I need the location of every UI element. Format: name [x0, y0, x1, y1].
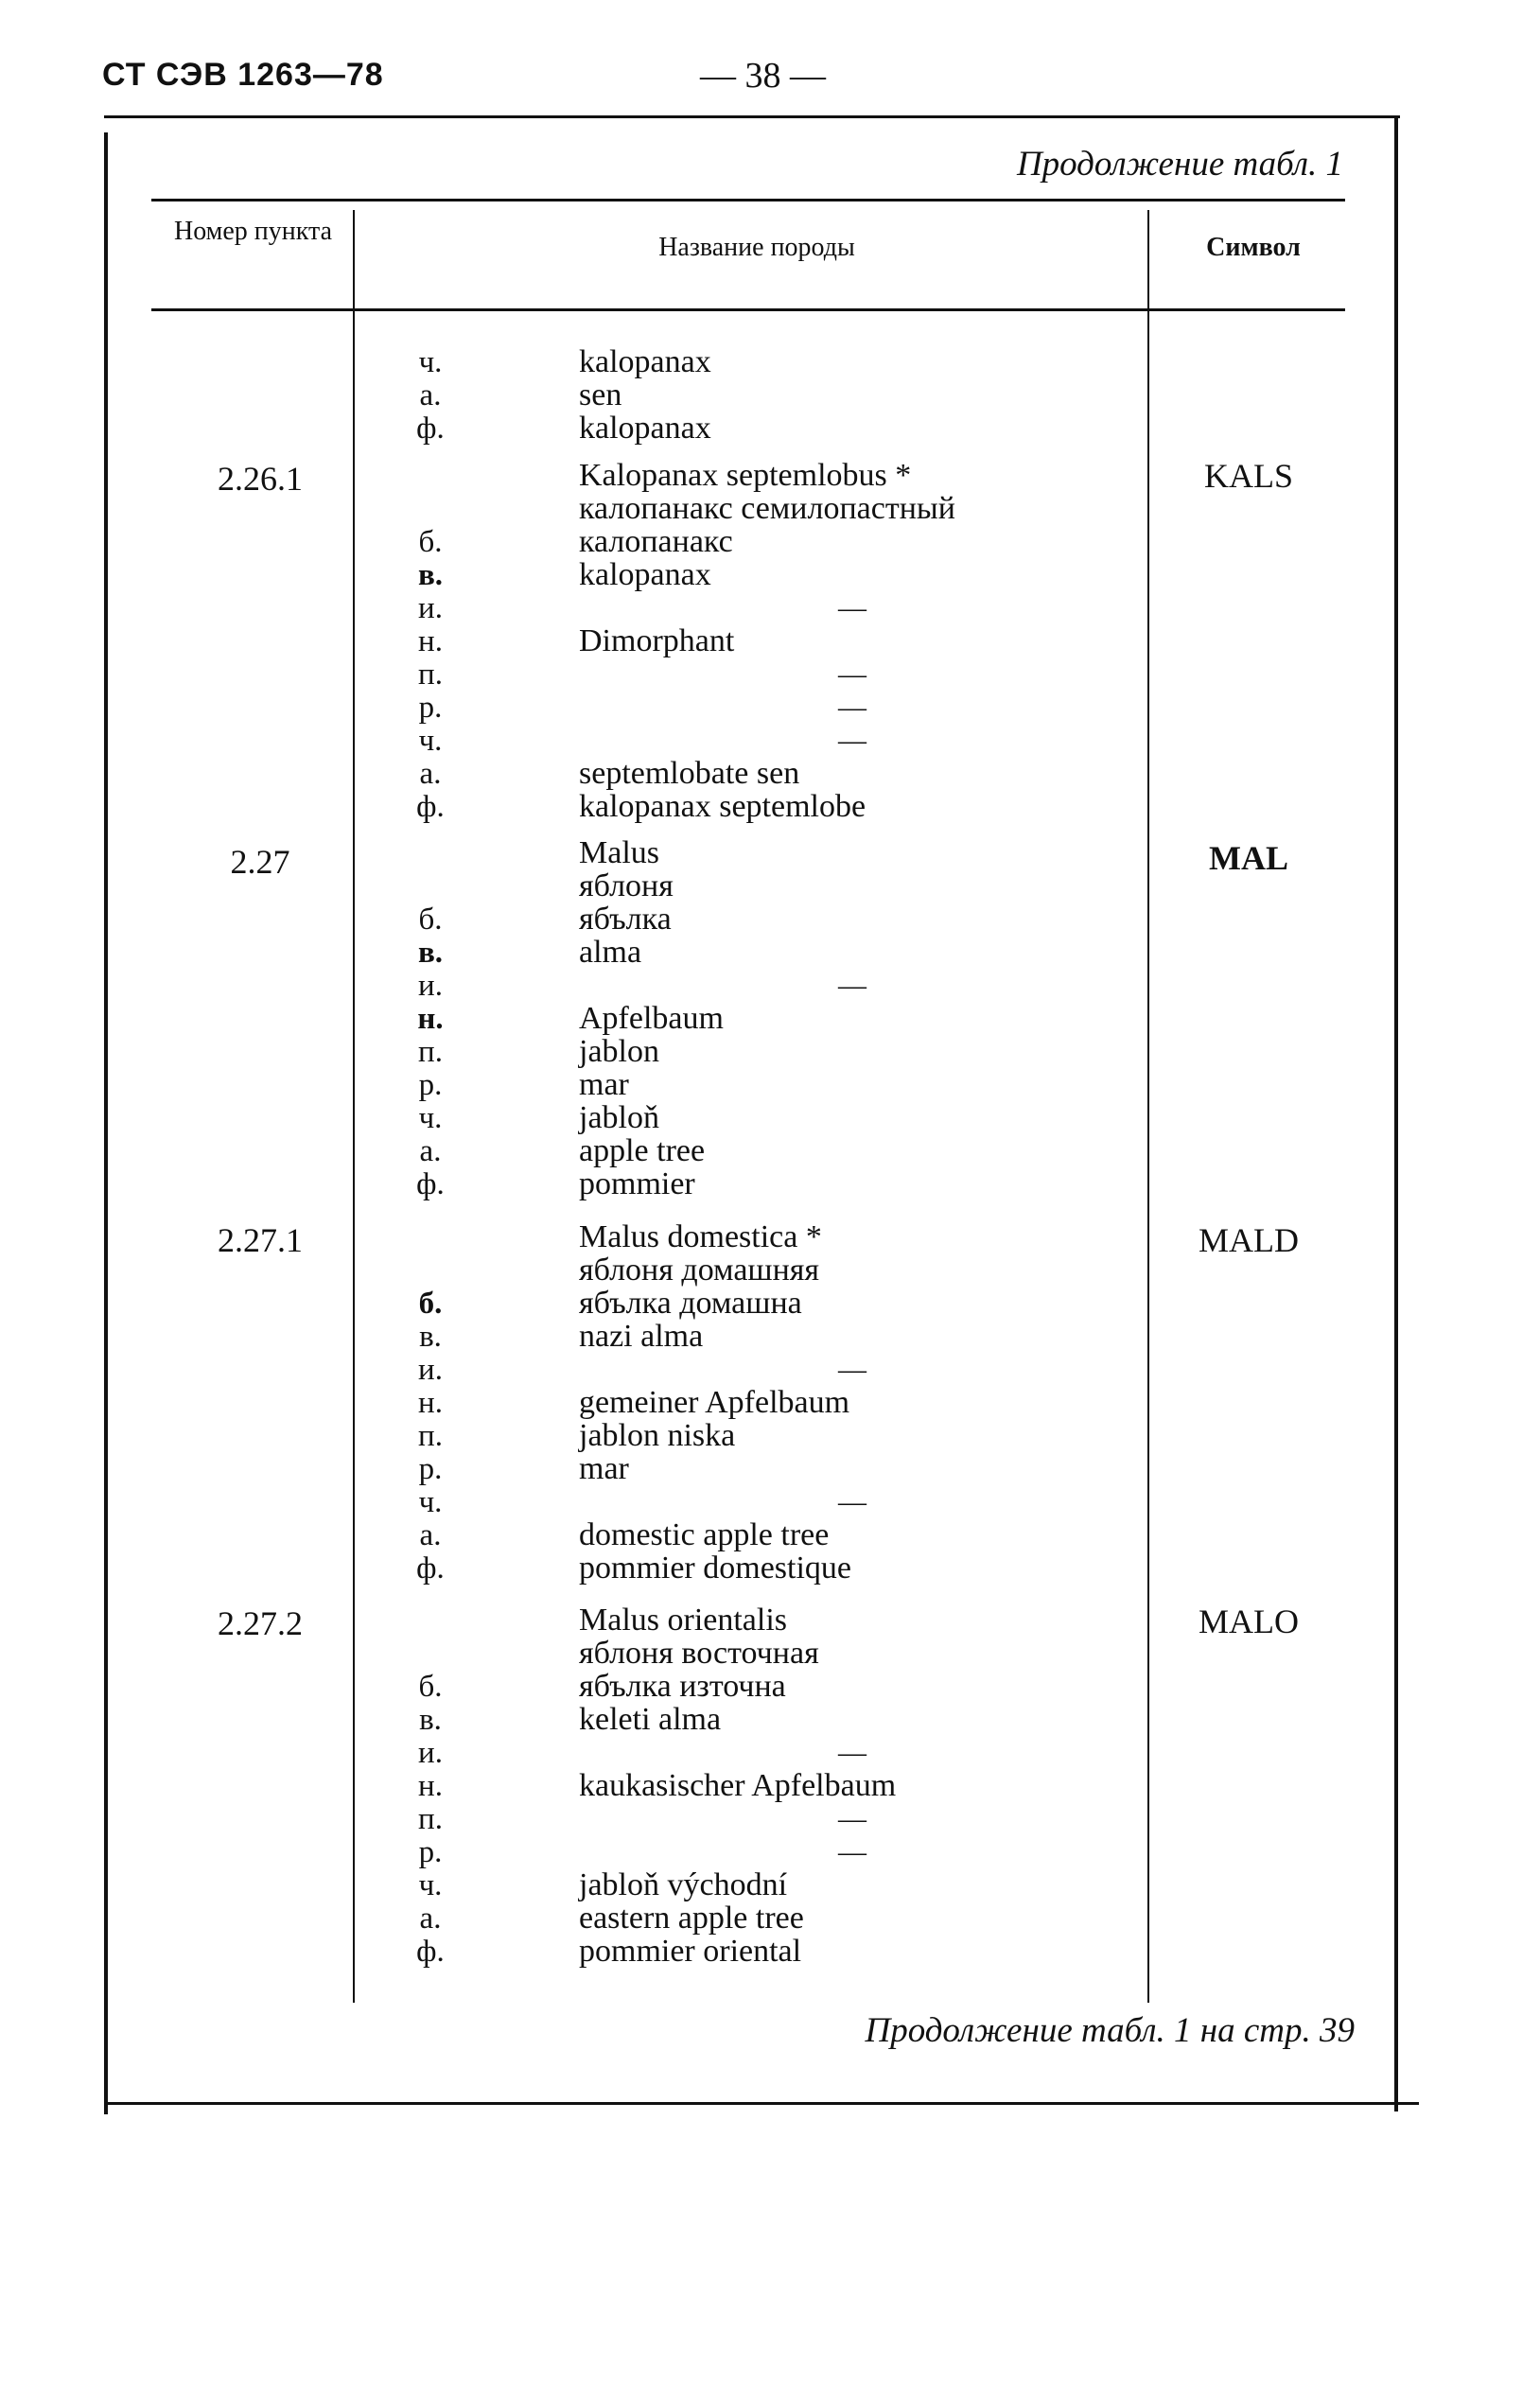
species-name: apple tree: [579, 1133, 706, 1168]
species-name: jablon: [579, 1034, 659, 1069]
frame-right-line: [1394, 115, 1398, 2111]
species-name: яблоня домашняя: [579, 1253, 820, 1288]
language-code: ч.: [418, 1485, 443, 1519]
language-code: б.: [418, 525, 443, 559]
entry-number: 2.27.2: [218, 1604, 303, 1642]
species-name: alma: [579, 935, 642, 970]
entry-number: 2.26.1: [218, 460, 303, 498]
frame-bottom-line: [104, 2102, 1419, 2105]
language-code: а.: [419, 1901, 442, 1936]
language-code: в.: [417, 936, 444, 970]
species-name: jabloň: [579, 1100, 659, 1135]
species-name: kalopanax: [579, 344, 711, 379]
species-name: —: [838, 1737, 866, 1768]
continuation-note-top: Продолжение табл. 1: [1016, 145, 1343, 184]
species-name: ябълка домашна: [579, 1286, 802, 1321]
species-name: sen: [579, 377, 622, 412]
language-code: н.: [418, 1386, 443, 1420]
species-name: kalopanax septemlobe: [579, 789, 866, 824]
language-code: и.: [418, 591, 443, 625]
language-code: б.: [418, 902, 443, 937]
species-name: Malus domestica *: [579, 1219, 822, 1254]
language-code: р.: [418, 1835, 443, 1869]
language-code: п.: [418, 657, 443, 692]
language-code: п.: [418, 1802, 443, 1836]
species-name: pommier: [579, 1166, 695, 1201]
species-name: pommier oriental: [579, 1934, 802, 1969]
language-code: а.: [419, 1134, 442, 1168]
species-name: —: [838, 1836, 866, 1867]
entry-symbol: KALS: [1203, 457, 1293, 495]
species-name: —: [838, 1486, 866, 1517]
species-name: kalopanax: [579, 411, 711, 446]
species-name: —: [838, 592, 866, 623]
language-code: в.: [419, 1703, 442, 1737]
language-code: ч.: [418, 1868, 443, 1902]
language-code: б.: [418, 1287, 443, 1321]
continuation-note-bottom: Продолжение табл. 1 на стр. 39: [865, 2011, 1355, 2050]
species-name: яблоня: [579, 868, 674, 903]
column-header-name: Название породы: [658, 233, 855, 262]
language-code: ч.: [418, 724, 443, 758]
species-name: калопанакс: [579, 524, 733, 559]
language-code: в.: [419, 1320, 442, 1354]
language-code: ф.: [416, 412, 445, 446]
species-name: jabloň východní: [579, 1867, 788, 1902]
column-divider-2: [1147, 210, 1149, 2003]
species-name: mar: [579, 1451, 629, 1486]
species-name: keleti alma: [579, 1702, 722, 1737]
species-name: pommier domestique: [579, 1551, 852, 1586]
species-name: gemeiner Apfelbaum: [579, 1385, 850, 1420]
frame-left-line: [104, 132, 108, 2114]
language-code: н.: [418, 624, 443, 658]
language-code: п.: [418, 1035, 443, 1069]
species-name: mar: [579, 1067, 629, 1102]
language-code: ф.: [416, 1551, 445, 1586]
species-name: Malus: [579, 835, 659, 870]
language-code: а.: [419, 1518, 442, 1552]
species-name: Apfelbaum: [579, 1001, 724, 1036]
language-code: н.: [418, 1769, 443, 1803]
species-name: domestic apple tree: [579, 1517, 830, 1552]
language-code: и.: [418, 1736, 443, 1770]
entry-symbol: MALO: [1199, 1603, 1299, 1640]
page-number: — 38 —: [700, 56, 826, 96]
species-name: яблоня восточная: [579, 1636, 819, 1671]
species-name: kalopanax: [579, 557, 711, 592]
language-code: р.: [418, 691, 443, 725]
entry-number: 2.27.1: [218, 1221, 303, 1259]
language-code: р.: [418, 1452, 443, 1486]
language-code: ф.: [416, 1167, 445, 1201]
language-code: ч.: [418, 345, 443, 379]
standard-designation: СТ СЭВ 1263—78: [102, 57, 384, 93]
language-code: а.: [419, 757, 442, 791]
species-name: septemlobate sen: [579, 756, 800, 791]
species-name: —: [838, 725, 866, 756]
language-code: б.: [418, 1670, 443, 1704]
column-header-number: Номер пункта: [173, 217, 333, 246]
species-name: jablon niska: [579, 1418, 736, 1453]
species-name: Dimorphant: [579, 623, 735, 658]
language-code: ч.: [418, 1101, 443, 1135]
column-header-symbol: Символ: [1206, 233, 1301, 262]
species-name: Kalopanax septemlobus *: [579, 458, 912, 493]
language-code: р.: [418, 1068, 443, 1102]
frame-top-line: [104, 115, 1400, 118]
species-name: ябълка: [579, 902, 672, 937]
species-name: —: [838, 970, 866, 1001]
entry-number: 2.27: [230, 843, 290, 881]
species-name: ябълка източна: [579, 1669, 786, 1704]
language-code: ф.: [416, 1935, 445, 1969]
language-code: н.: [417, 1002, 444, 1036]
species-name: —: [838, 1354, 866, 1385]
species-name: kaukasischer Apfelbaum: [579, 1768, 897, 1803]
language-code: а.: [419, 378, 442, 412]
table-header-bottom-rule: [151, 308, 1345, 311]
language-code: и.: [418, 969, 443, 1003]
language-code: ф.: [416, 790, 445, 824]
language-code: в.: [417, 558, 444, 592]
species-name: —: [838, 1803, 866, 1834]
species-name: —: [838, 658, 866, 690]
entry-symbol: MALD: [1199, 1221, 1299, 1259]
species-name: калопанакс семилопастный: [579, 491, 955, 526]
table-header-top-rule: [151, 199, 1345, 202]
language-code: и.: [418, 1353, 443, 1387]
species-name: eastern apple tree: [579, 1901, 804, 1936]
species-name: —: [838, 692, 866, 723]
species-name: nazi alma: [579, 1319, 704, 1354]
species-name: Malus orientalis: [579, 1603, 788, 1638]
entry-symbol: MAL: [1209, 839, 1288, 877]
language-code: п.: [418, 1419, 443, 1453]
